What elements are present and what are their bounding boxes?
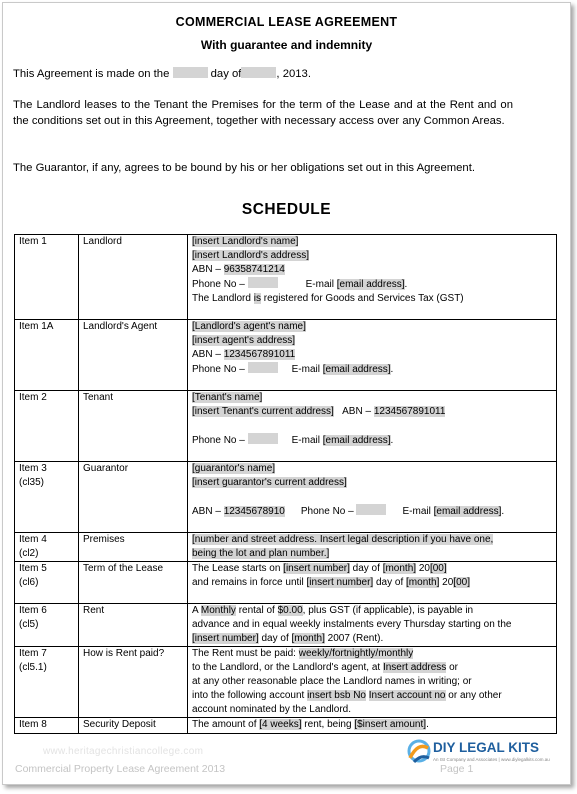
guarantor-email-field: [email address]: [433, 506, 502, 517]
day-blank: [173, 67, 208, 78]
agent-name-field: [Landlord's agent's name]: [192, 321, 306, 332]
table-row: [15, 718, 557, 734]
item-number: Item 5 (cl6): [15, 562, 79, 604]
item-details: The Lease starts on [insert number] day of [month] 20[00] and remains in force until [insert number] day of [month] 20[00]: [188, 562, 557, 604]
watermark-text: www.heritagechristiancollege.com: [43, 746, 204, 757]
landlord-email-field: [email address]: [336, 279, 405, 290]
footer-page-number: Page 1: [440, 763, 474, 775]
tenant-phone-blank: [248, 433, 278, 444]
item-number: Item 8: [15, 718, 79, 734]
landlord-abn-field: 96358741214: [223, 264, 285, 275]
item-details: [guarantor's name] [insert guarantor's current address] ABN – 12345678910 Phone No – E-mail [email address].: [188, 462, 557, 533]
item-label: Landlord: [79, 235, 188, 320]
guarantor-abn-field: 12345678910: [223, 506, 285, 517]
intro-paragraph: [13, 66, 513, 82]
table-row: [15, 533, 557, 562]
table-row: [15, 462, 557, 533]
item-number: Item 7 (cl5.1): [15, 647, 79, 718]
landlord-phone-blank: [248, 277, 278, 288]
logo-text: DIY LEGAL KITS: [433, 740, 540, 755]
document-page: [2, 2, 571, 785]
premises-field: [number and street address. Insert legal description if you have one,: [192, 534, 494, 545]
item-details: [188, 533, 557, 562]
item-details: [Tenant's name] [insert Tenant's current address] ABN – 1234567891011 Phone No – E-mail [email address].: [188, 391, 557, 462]
item-details: [insert Landlord's name] [insert Landlord's address] ABN – 96358741214 Phone No – E-mail [email address]. The Landlord is registered for Goods and Services Tax (GST): [188, 235, 557, 320]
agent-email-field: [email address]: [322, 364, 391, 375]
intro-day-of: day of: [210, 68, 242, 80]
guarantor-phone-blank: [356, 504, 386, 515]
item-label: How is Rent paid?: [79, 647, 188, 718]
item-details: The Rent must be paid: weekly/fortnightly/monthly to the Landlord, or the Landlord's agent, at Insert address or at any other reasonable place the Landlord names in writing; or into the following account insert bsb No Insert account no or any other account nominated by the Landlord.: [188, 647, 557, 718]
item-label: Guarantor: [79, 462, 188, 533]
tenant-name-field: [Tenant's name]: [192, 392, 263, 403]
diy-legal-kits-logo: [405, 737, 550, 767]
month-blank: [241, 67, 276, 78]
tenant-email-field: [email address]: [322, 435, 391, 446]
table-row: [15, 235, 557, 320]
agent-phone-blank: [248, 362, 278, 373]
intro-prefix: This Agreement is made on the: [13, 68, 170, 80]
item-number: Item 3 (cl35): [15, 462, 79, 533]
tenant-address-field: [insert Tenant's current address]: [192, 406, 334, 417]
landlord-address-field: [insert Landlord's address]: [192, 250, 309, 261]
item-details: A Monthly rental of $0.00, plus GST (if applicable), is payable in advance and in equal weekly instalments every Thursday starting on the [insert number] day of [month] 2007 (Rent).: [188, 604, 557, 647]
item-number: Item 4 (cl2): [15, 533, 79, 562]
table-row: [15, 604, 557, 647]
tenant-abn-field: 1234567891011: [373, 406, 446, 417]
item-label: Landlord's Agent: [79, 320, 188, 391]
item-number: Item 2: [15, 391, 79, 462]
logo-tagline: An ISI Company and Associates | www.diylegalkits.com.au: [433, 757, 550, 762]
schedule-table: [14, 234, 557, 734]
landlord-paragraph: The Landlord leases to the Tenant the Premises for the term of the Lease and at the Rent and on the conditions set out in this Agreement, together with necessary access over any Common Areas.: [13, 99, 513, 127]
item-details: The amount of [4 weeks] rent, being [$insert amount].: [188, 718, 557, 734]
lease-document: [3, 3, 570, 784]
agent-address-field: [insert agent's address]: [192, 335, 296, 346]
footer-left: Commercial Property Lease Agreement 2013: [15, 763, 226, 775]
item-label: Premises: [79, 533, 188, 562]
item-number: Item 1A: [15, 320, 79, 391]
landlord-name-field: [insert Landlord's name]: [192, 236, 299, 247]
table-row: [15, 320, 557, 391]
schedule-title: SCHEDULE: [241, 201, 332, 218]
guarantor-paragraph: The Guarantor, if any, agrees to be bound by his or her obligations set out in this Agreement.: [13, 162, 475, 174]
table-row: [15, 647, 557, 718]
table-row: [15, 562, 557, 604]
item-label: Term of the Lease: [79, 562, 188, 604]
agent-abn-field: 1234567891011: [223, 349, 296, 360]
logo-swirl-icon: [405, 738, 431, 766]
table-row: [15, 391, 557, 462]
intro-year: , 2013.: [276, 68, 311, 80]
guarantor-address-field: [insert guarantor's current address]: [192, 477, 347, 488]
item-label: Tenant: [79, 391, 188, 462]
item-number: Item 1: [15, 235, 79, 320]
document-subtitle: With guarantee and indemnity: [200, 38, 373, 52]
item-details: [Landlord's agent's name] [insert agent's address] ABN – 1234567891011 Phone No – E-mail [email address].: [188, 320, 557, 391]
guarantor-name-field: [guarantor's name]: [192, 463, 276, 474]
item-label: Security Deposit: [79, 718, 188, 734]
item-label: Rent: [79, 604, 188, 647]
item-number: Item 6 (cl5): [15, 604, 79, 647]
document-title: COMMERCIAL LEASE AGREEMENT: [175, 15, 398, 29]
premises-field-cont: being the lot and plan number.]: [192, 548, 330, 559]
